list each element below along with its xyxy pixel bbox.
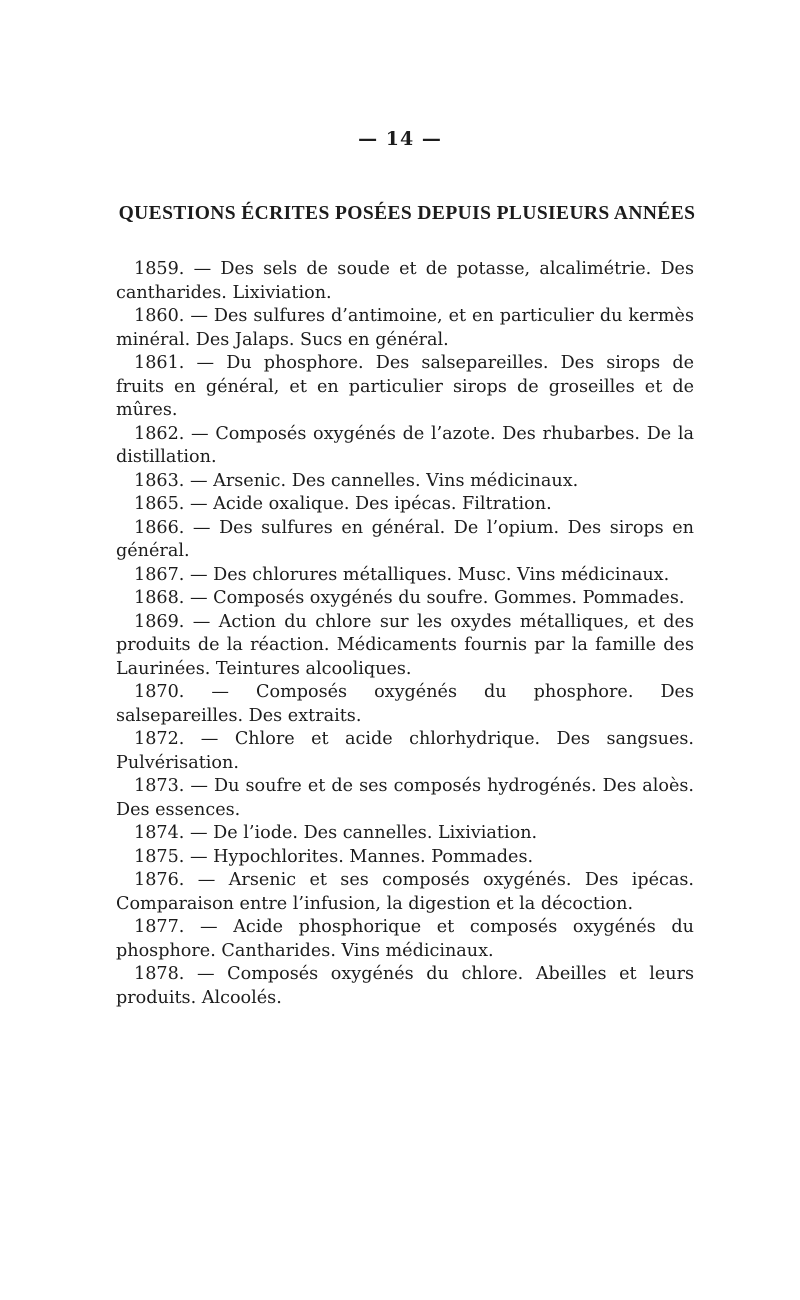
entry-dash: — <box>184 776 215 796</box>
section-heading: QUESTIONS ÉCRITES POSÉES DEPUIS PLUSIEURS ANNÉES <box>118 203 696 224</box>
entry-dash: — <box>184 611 219 632</box>
entry-text: Arsenic. Des cannelles. Vins médicinaux. <box>213 470 579 491</box>
list-item <box>116 611 694 682</box>
list-item <box>116 728 694 775</box>
entry-text: Acide phosphorique et composés oxygénés du phosphore. Cantharides. Vins médicinaux. <box>116 917 694 961</box>
entry-year: 1866. <box>134 517 185 538</box>
entry-dash: — <box>184 306 214 326</box>
entry-text: Hypochlorites. Mannes. Pommades. <box>213 846 534 867</box>
entry-year: 1877. <box>134 917 185 937</box>
entry-year: 1875. <box>134 846 185 867</box>
entry-dash: — <box>184 564 214 585</box>
list-item <box>116 916 694 963</box>
entry-year: 1861. <box>134 353 185 373</box>
list-item <box>116 587 694 611</box>
entry-text: Des sulfures d’antimoine, et en particulier du kermès minéral. Des Jalaps. Sucs en général. <box>116 306 694 350</box>
entry-year: 1878. <box>134 964 185 984</box>
entry-text: De l’iode. Des cannelles. Lixiviation. <box>213 823 538 843</box>
list-item <box>116 305 694 352</box>
entry-dash: — <box>184 846 214 867</box>
entry-year: 1860. <box>134 306 185 326</box>
entry-dash: — <box>184 964 228 984</box>
entry-year: 1874. <box>134 823 185 843</box>
entry-text: Arsenic et ses composés oxygénés. Des ipécas. Comparaison entre l’infusion, la digestion et la décoction. <box>116 870 695 914</box>
entry-dash: — <box>184 588 214 608</box>
entry-year: 1865. <box>134 494 185 514</box>
entry-year: 1867. <box>134 564 185 585</box>
list-item <box>116 493 694 517</box>
list-item <box>116 564 694 588</box>
list-item <box>116 423 694 470</box>
entry-dash: — <box>184 870 229 890</box>
entry-year: 1873. <box>134 776 185 796</box>
entry-text: Composés oxygénés du chlore. Abeilles et leurs produits. Alcoolés. <box>116 964 695 1008</box>
entry-dash: — <box>184 517 220 538</box>
list-item <box>116 258 694 305</box>
entry-year: 1859. <box>134 259 185 279</box>
list-item <box>116 869 694 916</box>
entry-text: Acide oxalique. Des ipécas. Filtration. <box>213 494 552 514</box>
page-number: — 14 — <box>358 128 442 150</box>
entry-text: Chlore et acide chlorhydrique. Des sangsues. Pulvérisation. <box>116 729 694 773</box>
entry-text: Action du chlore sur les oxydes métalliques, et des produits de la réaction. Médicaments fournis par la famille des Laurinées. Teintures alcooliques. <box>116 611 695 679</box>
entry-year: 1863. <box>134 470 185 491</box>
entry-dash: — <box>184 823 214 843</box>
list-item <box>116 846 694 870</box>
list-item <box>116 517 694 564</box>
entry-year: 1872. <box>134 729 185 749</box>
entry-text: Composés oxygénés du phosphore. Des salsepareilles. Des extraits. <box>116 682 695 726</box>
entry-dash: — <box>184 423 216 444</box>
entry-year: 1869. <box>134 611 185 632</box>
list-item <box>116 775 694 822</box>
list-item <box>116 681 694 728</box>
entry-text: Du phosphore. Des salsepareilles. Des sirops de fruits en général, et en particulier sirops de groseilles et de mûres. <box>116 353 694 420</box>
entry-text: Composés oxygénés de l’azote. Des rhubarbes. De la distillation. <box>116 423 694 467</box>
entry-year: 1870. <box>134 682 185 702</box>
entry-text: Des sels de soude et de potasse, alcalimétrie. Des cantharides. Lixiviation. <box>116 259 694 303</box>
entry-dash: — <box>184 470 214 491</box>
list-item <box>116 963 694 1010</box>
list-item <box>116 352 694 423</box>
entry-year: 1876. <box>134 870 185 890</box>
entry-dash: — <box>184 729 235 749</box>
entry-text: Des chlorures métalliques. Musc. Vins médicinaux. <box>213 564 670 585</box>
entry-dash: — <box>184 353 227 373</box>
entry-dash: — <box>184 259 221 279</box>
exam-questions-list <box>116 258 694 1010</box>
entry-text: Des sulfures en général. De l’opium. Des sirops en général. <box>116 517 694 561</box>
list-item <box>116 822 694 846</box>
list-item <box>116 470 694 494</box>
entry-dash: — <box>184 917 234 937</box>
entry-dash: — <box>184 494 214 514</box>
entry-dash: — <box>184 682 257 702</box>
entry-year: 1868. <box>134 588 185 608</box>
entry-text: Composés oxygénés du soufre. Gommes. Pommades. <box>213 588 685 608</box>
entry-year: 1862. <box>134 423 185 444</box>
entry-text: Du soufre et de ses composés hydrogénés. Des aloès. Des essences. <box>116 776 695 820</box>
